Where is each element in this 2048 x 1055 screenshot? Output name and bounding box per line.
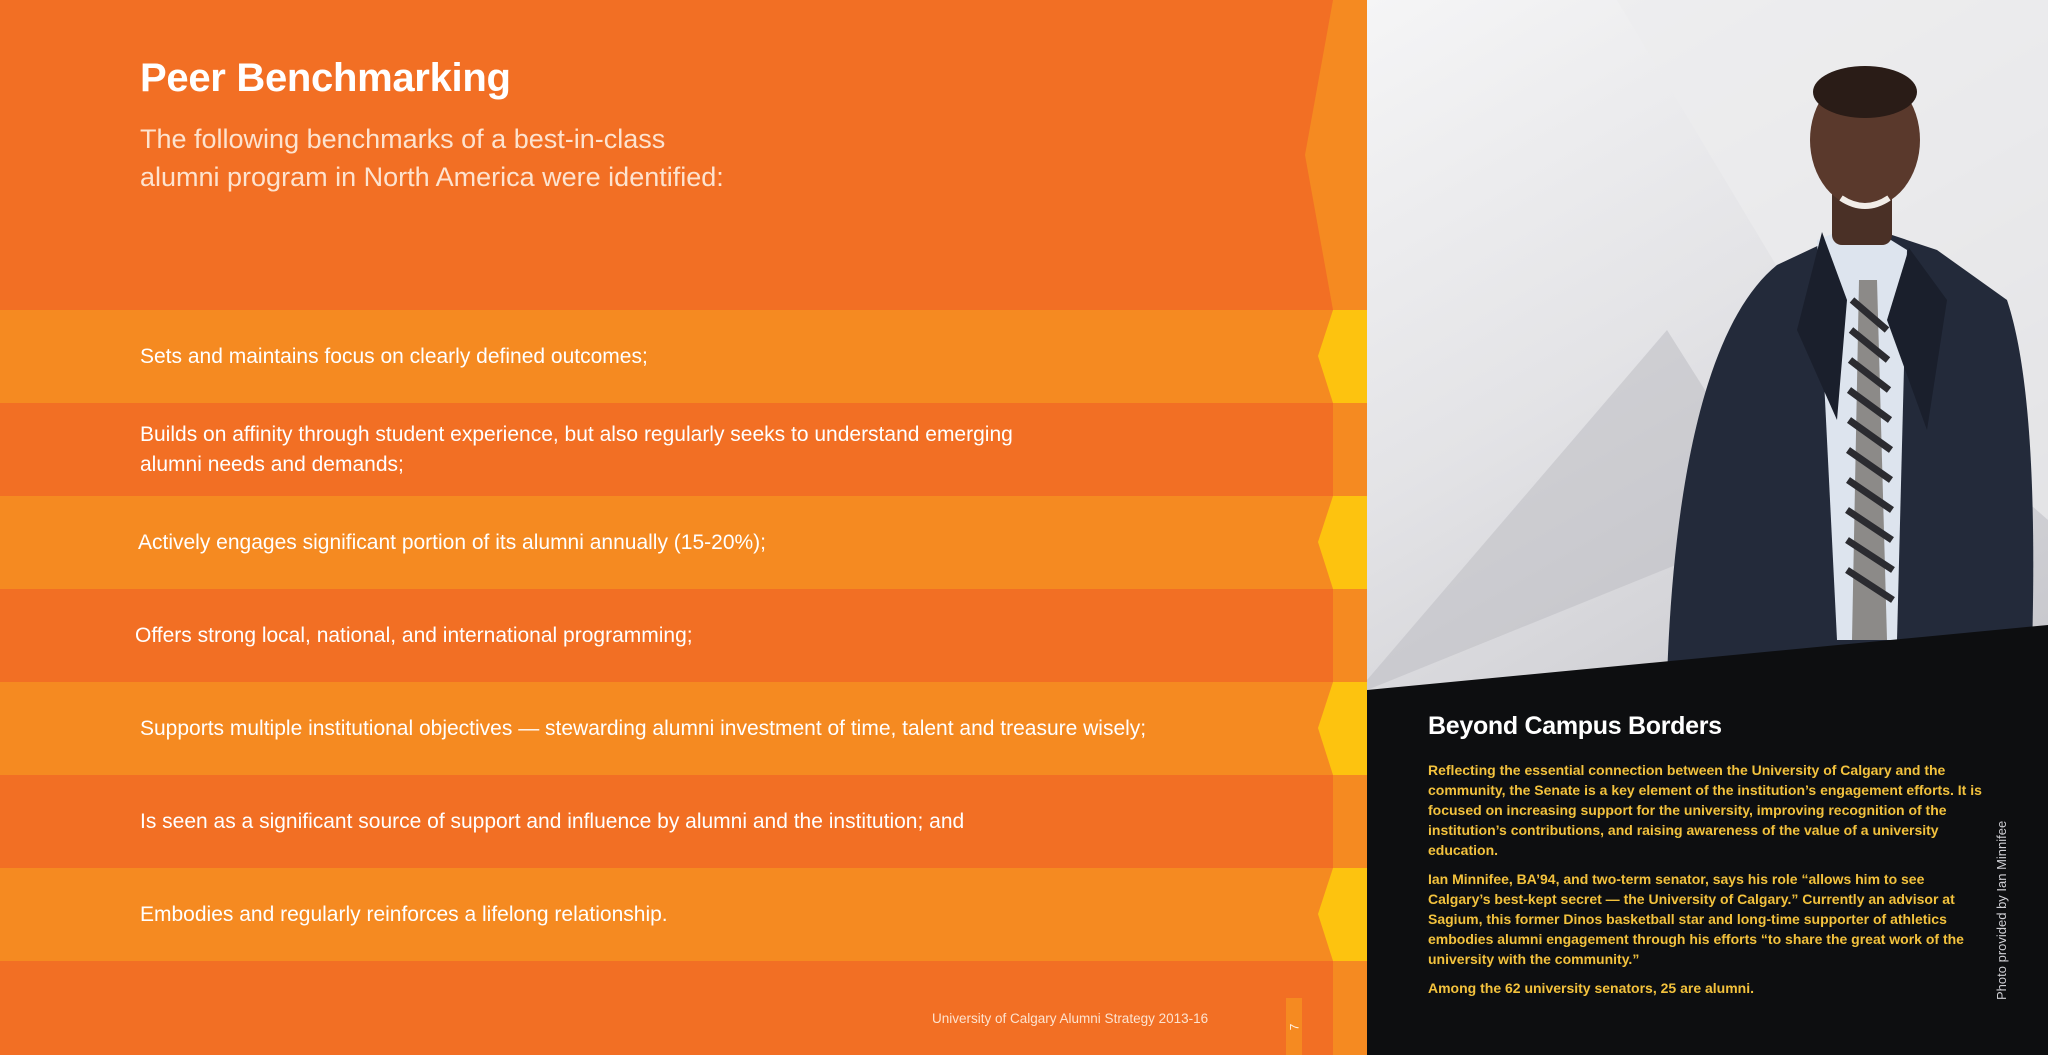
yellow-chevron-marker (1318, 496, 1367, 589)
benchmark-row (0, 403, 1333, 496)
yellow-chevron-marker (1318, 682, 1367, 775)
page-number-text: 7 (1287, 1023, 1301, 1030)
benchmark-text: Offers strong local, national, and international programming; (135, 623, 693, 647)
sidebar-paragraph: Ian Minnifee, BA’94, and two-term senator, says his role “allows him to see Calgary’s best-kept secret — the University of Calgary.” Currently an advisor at Sagium, this former Dinos basketball star and long-time supporter of athletics embodies alumni engagement through his efforts “to share the great work of the university with the community.” (1428, 871, 1964, 967)
page-subtitle: The following benchmarks of a best-in-class alumni program in North America were identified: (140, 124, 724, 192)
top-chevron-decoration (1305, 0, 1367, 310)
benchmark-row (0, 310, 1333, 403)
yellow-chevron-marker (1318, 310, 1367, 403)
sidebar-title: Beyond Campus Borders (1428, 712, 1722, 740)
benchmark-text: Builds on affinity through student experience, but also regularly seeks to understand emerging alumni needs and demands; (140, 422, 1013, 476)
benchmark-row (0, 589, 1333, 682)
sidebar-body (1428, 760, 1988, 1007)
benchmark-text: Is seen as a significant source of support and influence by alumni and the institution; and (140, 809, 965, 833)
benchmark-text: Actively engages significant portion of its alumni annually (15-20%); (138, 530, 767, 554)
benchmark-row (0, 868, 1333, 961)
benchmark-row (0, 682, 1333, 775)
photo-credit: Photo provided by Ian Minnifee (1994, 820, 2009, 1000)
sidebar-paragraph: Among the 62 university senators, 25 are alumni. (1428, 980, 1754, 996)
benchmark-text: Supports multiple institutional objectives — stewarding alumni investment of time, talent and treasure wisely; (140, 716, 1147, 740)
footer-publication: University of Calgary Alumni Strategy 2013-16 (932, 1011, 1209, 1026)
benchmark-text: Sets and maintains focus on clearly defined outcomes; (140, 344, 648, 368)
yellow-chevron-marker (1318, 868, 1367, 961)
benchmark-row (0, 775, 1333, 868)
benchmark-row (0, 496, 1333, 589)
photo-panel (1367, 0, 2048, 1055)
page-number (1286, 998, 1302, 1055)
benchmark-text: Embodies and regularly reinforces a lifelong relationship. (140, 902, 668, 926)
page-title: Peer Benchmarking (140, 56, 511, 100)
sidebar-paragraph: Reflecting the essential connection between the University of Calgary and the community, the Senate is a key element of the institution’s engagement efforts. It is focused on increasing support for the university, improving recognition of the institution’s contributions, and raising awareness of the value of a university education. (1428, 762, 1982, 858)
